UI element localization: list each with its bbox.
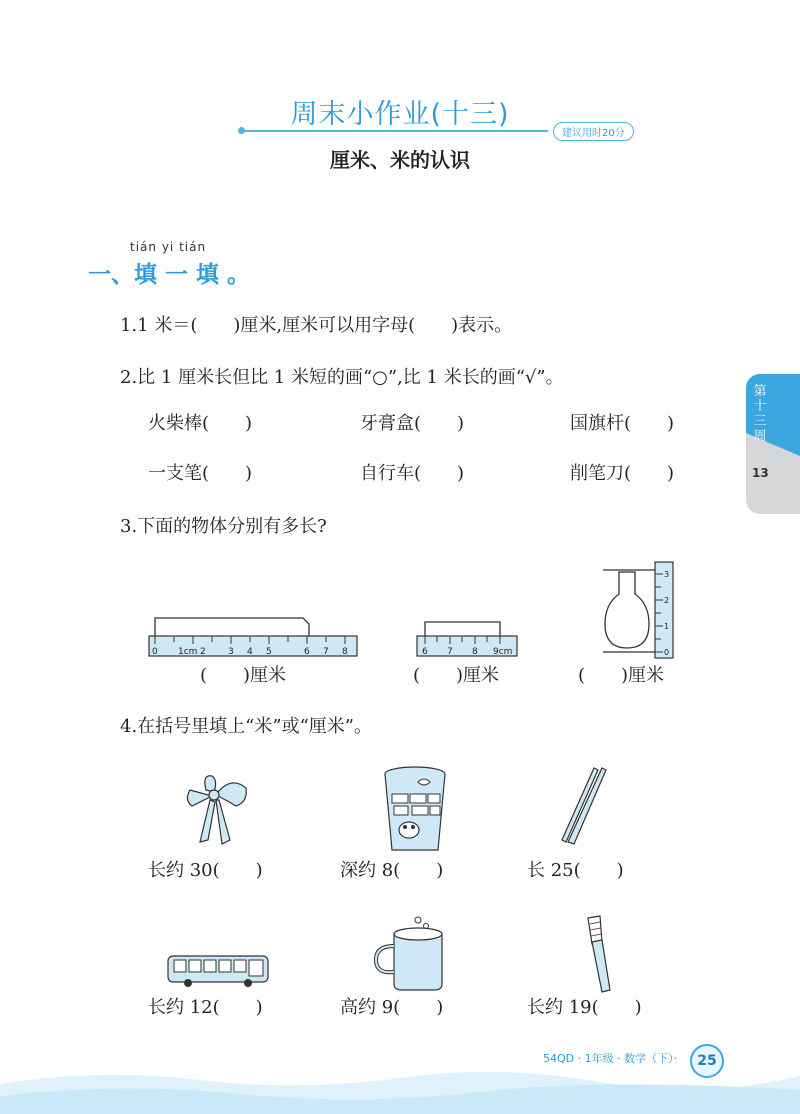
ruler-2-tick-label: 9cm (493, 647, 513, 657)
side-tab-week: 第十三周 (753, 384, 767, 444)
page-number: 25 (690, 1044, 724, 1078)
question-2-stem: 2.比 1 厘米长但比 1 米短的画“○”,比 1 米长的画“√”。 (120, 367, 564, 388)
ruler-2-figure (413, 612, 523, 660)
toothbrush-icon (580, 912, 616, 996)
q4-item-chopsticks: 长 25( ) (527, 860, 624, 881)
measured-strip-1 (155, 618, 309, 636)
q2-item-pen: 一支笔( ) (148, 463, 253, 484)
section-pinyin: tián yi tián (130, 240, 207, 254)
ruler-2-tick-label: 7 (447, 647, 453, 657)
q2-item-bicycle: 自行车( ) (360, 463, 465, 484)
section-heading: 一、填 一 填 。 (88, 262, 251, 288)
ruler-3-tick-label: 1 (664, 622, 670, 631)
ruler-1-tick-label: 3 (228, 647, 234, 657)
ruler-1-tick-label: 4 (247, 647, 253, 657)
page-subtitle: 厘米、米的认识 (330, 148, 470, 172)
measured-strip-2 (425, 622, 500, 636)
ruler-2-tick-label: 6 (422, 647, 428, 657)
question-4-stem: 4.在括号里填上“米”或“厘米”。 (120, 716, 372, 737)
side-tab-number: 13 (752, 466, 769, 480)
q3-answer-2: ( )厘米 (413, 665, 500, 686)
ruler-1-tick-label: 2 (200, 647, 206, 657)
ruler-1-figure (145, 610, 365, 660)
q2-item-toothpaste-box: 牙膏盒( ) (360, 413, 465, 434)
ruler-2-tick-label: 8 (472, 647, 478, 657)
ruler-1-tick-label: 1cm (178, 647, 198, 657)
ruler-3-figure (597, 560, 679, 664)
q3-answer-1: ( )厘米 (200, 665, 287, 686)
q2-item-matchstick: 火柴棒( ) (148, 413, 253, 434)
footer-wave (0, 1062, 800, 1114)
q2-item-pencil-sharpener: 削笔刀( ) (570, 463, 675, 484)
bus-icon (164, 950, 274, 990)
question-3-stem: 3.下面的物体分别有多长? (120, 516, 327, 537)
page-title: 周末小作业(十三) (290, 99, 510, 130)
title-rule (243, 130, 548, 132)
ruler-3-tick-label: 0 (664, 648, 670, 657)
time-badge: 建议用时20分 (553, 122, 634, 141)
q4-item-fish-tank: 深约 8( ) (340, 860, 444, 881)
question-1: 1.1 米＝( )厘米,厘米可以用字母( )表示。 (120, 315, 513, 336)
q4-item-mug: 高约 9( ) (340, 997, 444, 1018)
fish-tank-icon (378, 764, 452, 854)
ruler-1-tick-label: 5 (266, 647, 272, 657)
ruler-3-tick-label: 2 (664, 596, 670, 605)
q2-item-flagpole: 国旗杆( ) (570, 413, 675, 434)
footer-text: 54QD · 1年级 · 数学（下）· (543, 1052, 678, 1065)
q4-item-bus: 长约 12( ) (148, 997, 263, 1018)
ruler-3-tick-label: 3 (664, 570, 670, 579)
scarf-icon (182, 770, 254, 848)
mug-icon (372, 914, 456, 994)
flask-icon (605, 572, 649, 648)
ruler-1-tick-label: 6 (304, 647, 310, 657)
q4-item-toothbrush: 长约 19( ) (527, 997, 642, 1018)
q3-answer-3: ( )厘米 (578, 665, 665, 686)
ruler-1-tick-label: 0 (152, 647, 158, 657)
ruler-1-tick-label: 8 (342, 647, 348, 657)
chopsticks-icon (560, 764, 612, 850)
q4-item-scarf: 长约 30( ) (148, 860, 263, 881)
ruler-1-tick-label: 7 (323, 647, 329, 657)
